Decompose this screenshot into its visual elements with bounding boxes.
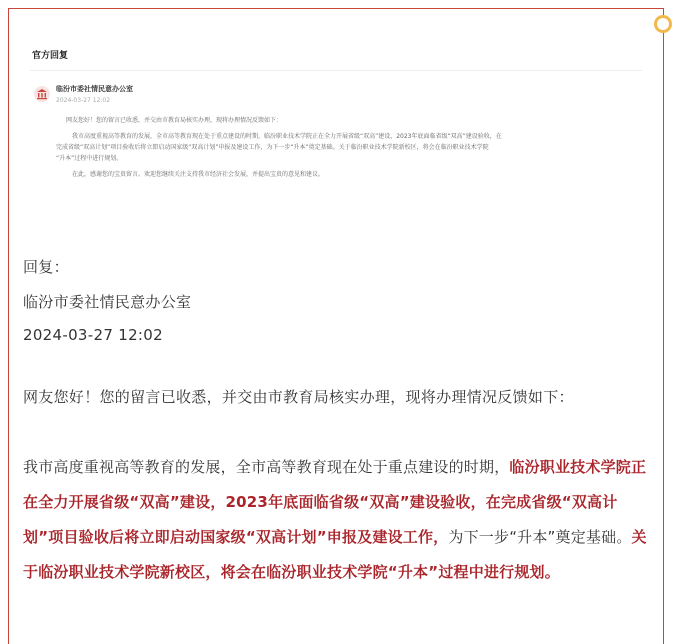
card-line: 我市高度重视高等教育的发展，全市高等教育现在处于重点建设的时期，临汾职业技术学院正在全力开展省级“双高”建设，2023年底面临省级“双高”建设验收，在 xyxy=(72,133,502,140)
reply-body-paragraph xyxy=(23,450,655,590)
reply-screenshot-card xyxy=(30,42,642,192)
body-highlight: 关于临汾职业技术学院新校区，将会在临汾职业技术学院“升本”过程中进行规划。 xyxy=(23,528,647,581)
card-line: 在此，感谢您的宝贵留言。欢迎您继续关注支持我市经济社会发展，并提出宝贵的意见和建议。 xyxy=(72,171,325,178)
reply-org-name: 临汾市委社情民意办公室 xyxy=(23,293,192,311)
reply-label: 回复： xyxy=(23,258,69,276)
card-date: 2024-03-27 12:02 xyxy=(56,97,111,104)
card-line: “升本”过程中进行规划。 xyxy=(56,155,123,162)
card-line: 完成省级“双高计划”项目验收后将立即启动国家级“双高计划”申报及建设工作，为下一步“升本”奠定基础。关于临汾职业技术学院新校区，将会在临汾职业技术学院 xyxy=(56,144,489,151)
reply-greeting: 网友您好！您的留言已收悉，并交由市教育局核实办理，现将办理情况反馈如下： xyxy=(23,388,574,406)
card-line: 网友您好！您的留言已收悉，并交由市教育局核实办理，现将办理情况反馈如下： xyxy=(66,117,283,124)
government-building-icon xyxy=(34,86,50,102)
card-divider xyxy=(30,70,642,71)
frame-ring-ornament xyxy=(654,15,672,33)
card-org-name: 临汾市委社情民意办公室 xyxy=(56,85,133,93)
body-highlight: 临汾职业技术学院正在全力开展省级“双高”建设，2023年底面临省级“双高”建设验收，在完成省级“双高计划”项目验收后将立即启动国家级“双高计划”申报及建设工作， xyxy=(23,458,647,546)
body-text: 我市高度重视高等教育的发展，全市高等教育现在处于重点建设的时期， xyxy=(23,458,510,476)
body-text: 为下一步“升本”奠定基础。 xyxy=(448,528,632,546)
reply-date: 2024-03-27 12:02 xyxy=(23,326,163,344)
card-section-title: 官方回复 xyxy=(32,51,69,61)
